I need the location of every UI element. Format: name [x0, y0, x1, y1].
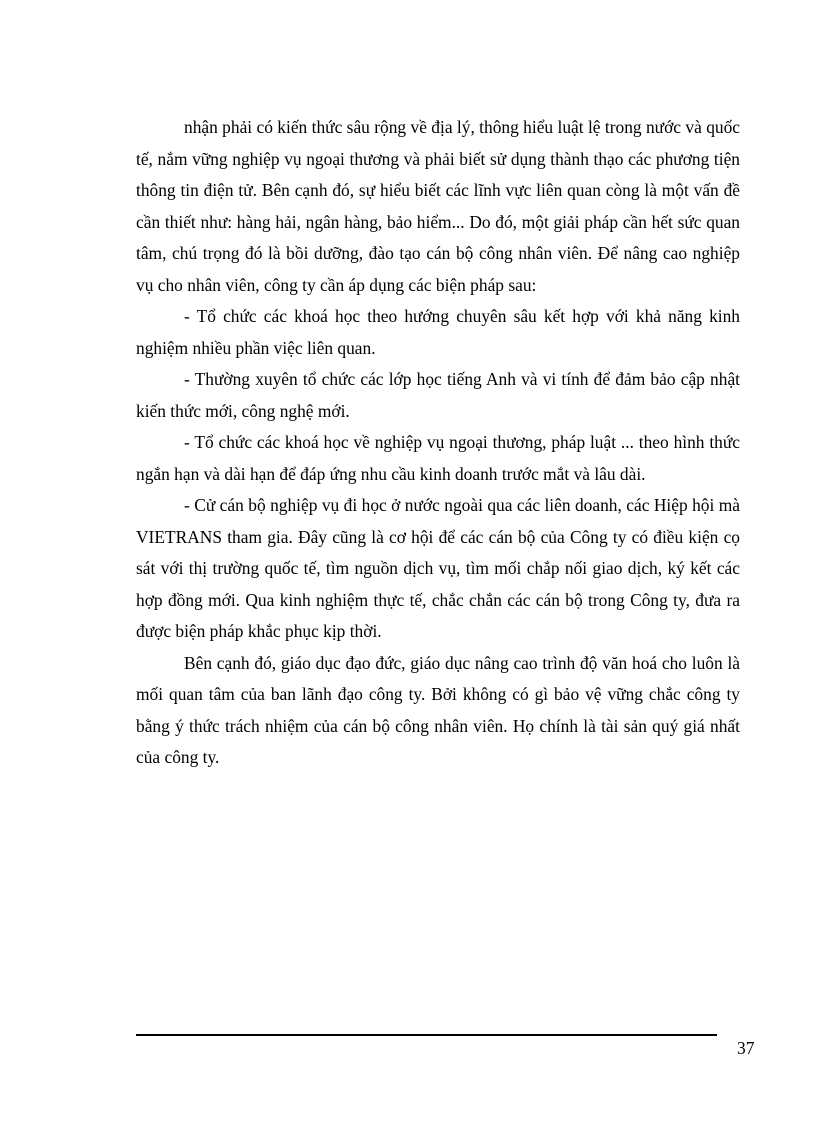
paragraph-ethics-education: Bên cạnh đó, giáo dục đạo đức, giáo dục nâng cao trình độ văn hoá cho luôn là mối quan tâm của ban lãnh đạo công ty. Bởi không có gì bảo vệ vững chắc công ty bằng ý thức trách nhiệm của cán bộ công nhân viên. Họ chính là tài sản quý giá nhất của công ty. — [136, 652, 740, 767]
paragraph-bullet-english-it-classes: - Thường xuyên tổ chức các lớp học tiếng Anh và vi tính để đảm bảo cập nhật kiến thức mới, công nghệ mới. — [136, 369, 740, 421]
paragraph-bullet-study-abroad: - Cử cán bộ nghiệp vụ đi học ở nước ngoài qua các liên doanh, các Hiệp hội mà VIETRANS tham gia. Đây cũng là cơ hội để các cán bộ của Công ty có điều kiện cọ sát với thị trường quốc tế, tìm nguồn dịch vụ, tìm mối chắp nối giao dịch, ký kết các hợp đồng mới. Qua kinh nghiệm thực tế, chắc chắn các cán bộ trong Công ty, đưa ra được biện pháp khắc phục kịp thời. — [136, 495, 740, 641]
paragraph-bullet-specialized-courses: - Tổ chức các khoá học theo hướng chuyên sâu kết hợp với khả năng kinh nghiệm nhiều phần việc liên quan. — [136, 306, 740, 358]
document-body — [136, 112, 740, 774]
footer-divider — [136, 1034, 717, 1036]
paragraph-bullet-foreign-trade-courses: - Tổ chức các khoá học về nghiệp vụ ngoại thương, pháp luật ... theo hình thức ngắn hạn và dài hạn để đáp ứng nhu cầu kinh doanh trước mắt và lâu dài. — [136, 432, 740, 484]
page-number: 37 — [737, 1038, 755, 1058]
paragraph-training-need: nhận phải có kiến thức sâu rộng về địa lý, thông hiểu luật lệ trong nước và quốc tế, nắm vững nghiệp vụ ngoại thương và phải biết sử dụng thành thạo các phương tiện thông tin điện tử. Bên cạnh đó, sự hiểu biết các lĩnh vực liên quan còng là một vấn đề cần thiết như: hàng hải, ngân hàng, bảo hiểm... Do đó, một giải pháp cần hết sức quan tâm, chú trọng đó là bồi dưỡng, đào tạo cán bộ công nhân viên. Để nâng cao nghiệp vụ cho nhân viên, công ty cần áp dụng các biện pháp sau: — [136, 117, 740, 295]
